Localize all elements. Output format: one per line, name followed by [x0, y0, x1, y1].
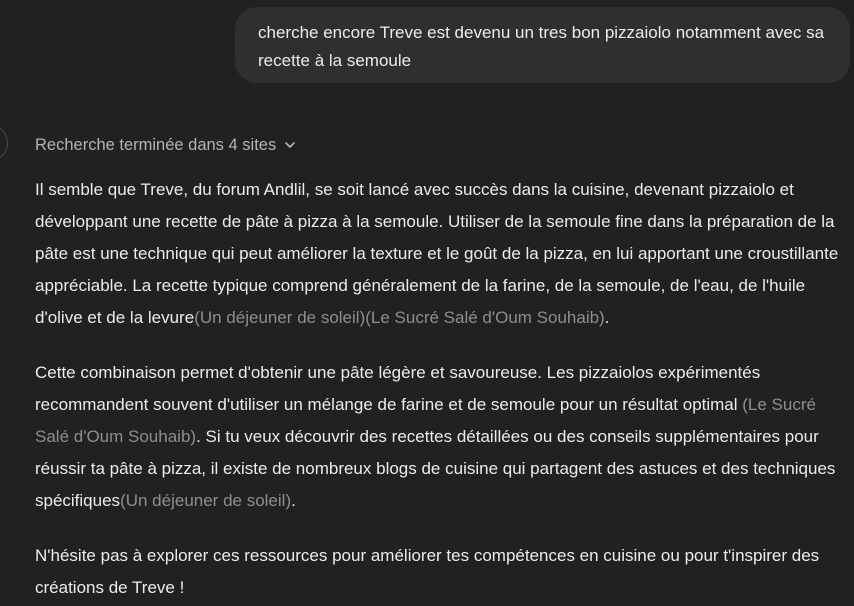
search-status-label: Recherche terminée dans 4 sites	[35, 135, 277, 154]
answer-p2-text: Cette combinaison permet d'obtenir une pâte légère et savoureuse. Les pizzaiolos expérimentés recommandent souvent d'utiliser un mélange de farine et de semoule pour un résultat optimal	[35, 363, 761, 414]
answer-paragraph-1	[35, 174, 847, 334]
answer-p2-end: .	[291, 491, 296, 510]
user-message-text: cherche encore Treve est devenu un tres bon pizzaiolo notamment avec sa recette à la semoule	[258, 23, 825, 70]
search-status-toggle[interactable]	[35, 133, 296, 157]
answer-paragraph-2	[35, 357, 847, 517]
citation-link[interactable]: (Le Sucré Salé d'Oum Souhaib)	[35, 395, 816, 446]
citation-link[interactable]: (Un déjeuner de soleil)	[194, 308, 366, 327]
answer-p3-text: N'hésite pas à explorer ces ressources pour améliorer tes compétences en cuisine ou pour t'inspirer des créations de Treve !	[35, 546, 820, 597]
answer-p2-mid: . Si tu veux découvrir des recettes détaillées ou des conseils supplémentaires pour réussir ta pâte à pizza, il existe de nombreux blogs de cuisine qui partagent des astuces et des techniques spécifiques	[35, 427, 836, 510]
answer-paragraph-3	[35, 540, 847, 604]
user-message-bubble	[235, 7, 850, 83]
citation-link[interactable]: (Le Sucré Salé d'Oum Souhaib)	[365, 308, 605, 327]
assistant-avatar	[0, 126, 8, 160]
chevron-down-icon	[284, 139, 296, 151]
answer-p1-end: .	[604, 308, 610, 327]
citation-link[interactable]: (Un déjeuner de soleil)	[120, 491, 292, 510]
assistant-answer	[35, 174, 847, 606]
answer-p1-text: Il semble que Treve, du forum Andlil, se soit lancé avec succès dans la cuisine, devenant pizzaiolo et développant une recette de pâte à pizza à la semoule. Utiliser de la semoule fine dans la préparation de la pâte est une technique qui peut améliorer la texture et le goût de la pizza, en lui apportant une croustillante appréciable. La recette typique comprend généralement de la farine, de la semoule, de l'eau, de l'huile d'olive et de la levure	[35, 180, 839, 327]
